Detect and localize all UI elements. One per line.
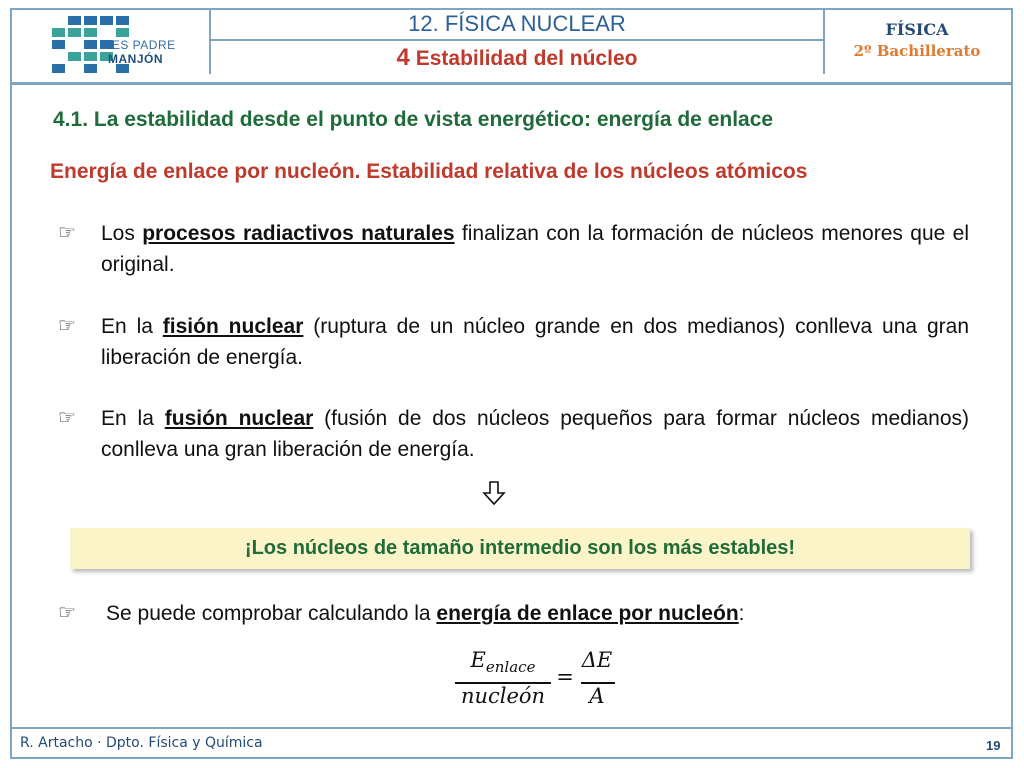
- formula-rhs-denominator: A: [589, 684, 605, 708]
- footer-author: R. Artacho · Dpto. Física y Química: [20, 735, 263, 751]
- subject-label: [832, 20, 1002, 62]
- highlight-banner: ¡Los núcleos de tamaño intermedio son los más estables!: [70, 528, 970, 569]
- formula-lhs-denominator: nucleón: [460, 684, 546, 708]
- pointing-hand-icon: ☞: [58, 315, 76, 337]
- bullet-text: Se puede comprobar calculando la energía de enlace por nucleón:: [106, 602, 745, 625]
- bullet-emphasis: energía de enlace por nucleón: [436, 602, 739, 625]
- bullet-text: En la fusión nuclear (fusión de dos núcleos pequeños para formar núcleos medianos) conlleva una gran liberación de energía.: [101, 407, 970, 461]
- topic-title: [211, 41, 823, 74]
- bullet-emphasis: procesos radiactivos naturales: [142, 222, 455, 245]
- pointing-hand-icon: ☞: [58, 602, 76, 624]
- bullet-text: En la fisión nuclear (ruptura de un núcleo grande en dos medianos) conlleva una gran liberación de energía.: [101, 315, 969, 369]
- bullet-emphasis: fusión nuclear: [164, 407, 314, 430]
- footer-divider: [10, 727, 1013, 729]
- logo-text-line2: MANJÓN: [108, 52, 164, 66]
- pointing-hand-icon: ☞: [58, 407, 76, 429]
- subject-name: FÍSICA: [885, 20, 949, 39]
- subheading: Energía de enlace por nucleón. Estabilidad relativa de los núcleos atómicos: [50, 160, 808, 183]
- formula-rhs-numerator: ΔE: [581, 648, 613, 672]
- bullet-emphasis: fisión nuclear: [162, 315, 304, 338]
- unit-title: 12. FÍSICA NUCLEAR: [211, 8, 823, 41]
- course-name: 2º Bachillerato: [853, 42, 981, 60]
- down-arrow-icon: [482, 480, 506, 506]
- page-number: 19: [986, 738, 1001, 753]
- formula-equals: =: [556, 665, 574, 689]
- header-divider: [10, 82, 1013, 85]
- title-box: [209, 8, 825, 74]
- topic-number: 4: [396, 44, 410, 71]
- formula-lhs-numerator: $E_{enlace}$: [470, 648, 536, 677]
- logo-text-line1: IES PADRE: [108, 38, 176, 52]
- bullet-text: Los procesos radiactivos naturales finalizan con la formación de núcleos menores que el original.: [101, 222, 969, 276]
- topic-title-text: Estabilidad del núcleo: [415, 47, 638, 70]
- pointing-hand-icon: ☞: [58, 222, 76, 244]
- section-heading: 4.1. La estabilidad desde el punto de vista energético: energía de enlace: [53, 108, 774, 131]
